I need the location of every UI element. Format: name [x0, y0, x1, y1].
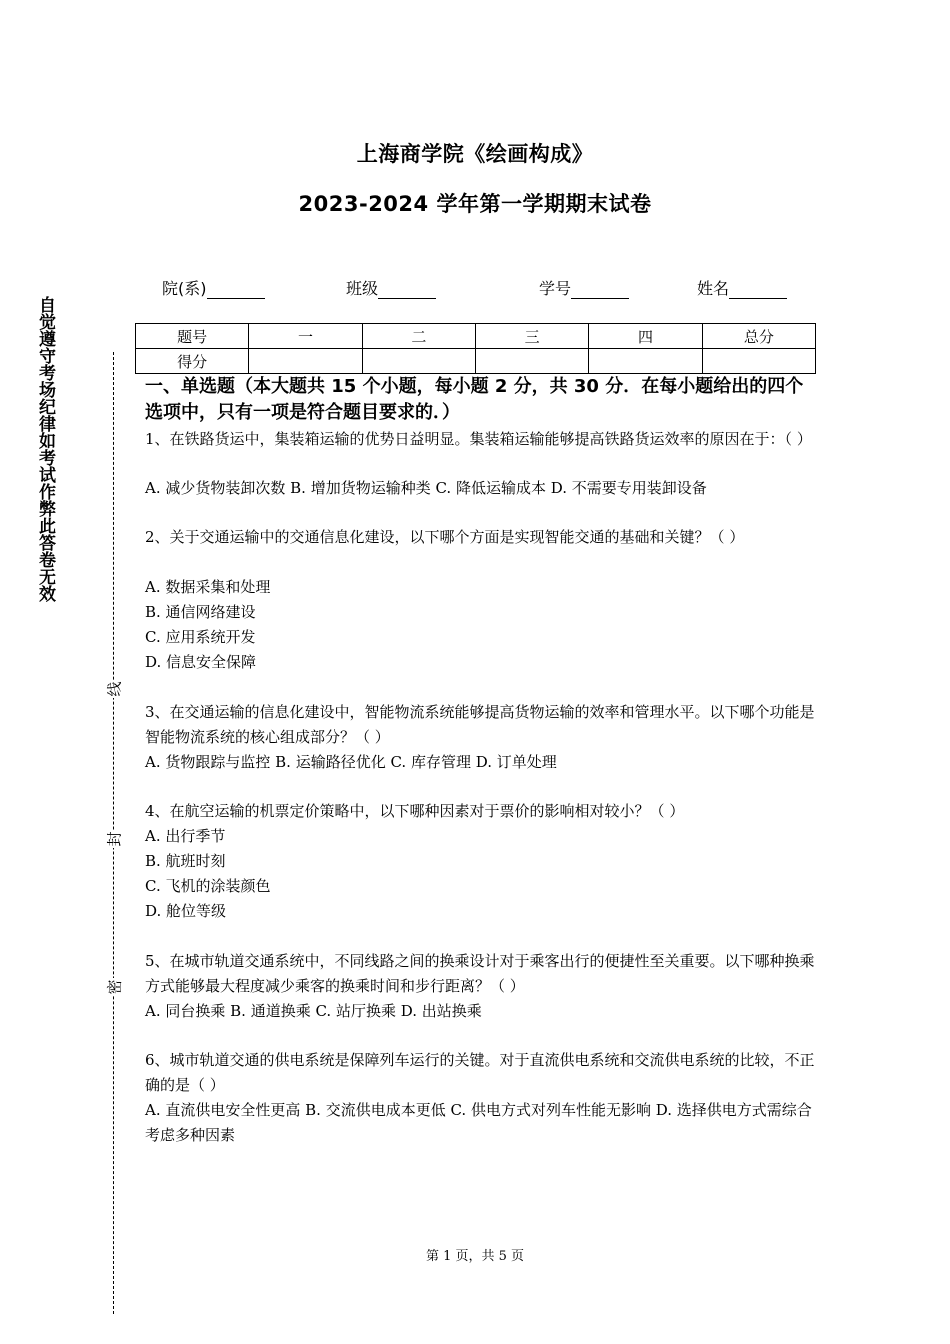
page-footer: 第 1 页，共 5 页	[425, 1249, 525, 1264]
side-mark-seal: 封	[105, 831, 124, 847]
question-3-options: A. 货物跟踪与监控 B. 运输路径优化 C. 库存管理 D. 订单处理	[145, 753, 557, 771]
question-2-option: B. 通信网络建设	[145, 603, 256, 621]
score-cell[interactable]	[362, 349, 475, 374]
question-4-stem: 4、在航空运输的机票定价策略中，以下哪种因素对于票价的影响相对较小？（ ）	[145, 802, 685, 820]
name-blank[interactable]	[729, 281, 787, 299]
question-1-options: A. 减少货物装卸次数 B. 增加货物运输种类 C. 降低运输成本 D. 不需要专用装卸设备	[145, 479, 707, 497]
score-header-cell: 二	[362, 324, 475, 349]
question-2-stem: 2、关于交通运输中的交通信息化建设，以下哪个方面是实现智能交通的基础和关键？（ ）	[145, 528, 745, 546]
score-cell[interactable]	[475, 349, 588, 374]
score-header-cell: 四	[589, 324, 702, 349]
side-mark-close: 密	[105, 979, 124, 995]
department-blank[interactable]	[207, 281, 265, 299]
section-heading: 一、单选题（本大题共 15 个小题，每小题 2 分，共 30 分．在每小题给出的四个选项中，只有一项是符合题目要求的．）	[145, 376, 804, 423]
question-4-option: B. 航班时刻	[145, 852, 226, 870]
score-header-cell: 一	[249, 324, 362, 349]
question-6-stem: 6、城市轨道交通的供电系统是保障列车运行的关键。对于直流供电系统和交流供电系统的比较，不正确的是（ ）	[145, 1051, 815, 1094]
class-label: 班级	[346, 279, 379, 298]
score-table-score-row	[136, 349, 816, 374]
student-id-field[interactable]	[539, 276, 629, 299]
score-header-cell: 总分	[702, 324, 815, 349]
side-mark-line: 线	[105, 681, 124, 697]
score-table	[135, 323, 816, 374]
score-cell[interactable]	[589, 349, 702, 374]
side-notice: 自觉遵守考场纪律如考试作弊此答卷无效	[35, 296, 55, 602]
score-header-cell: 题号	[136, 324, 249, 349]
question-4-option: A. 出行季节	[145, 827, 226, 845]
question-3-stem: 3、在交通运输的信息化建设中，智能物流系统能够提高货物运输的效率和管理水平。以下哪个功能是智能物流系统的核心组成部分？（ ）	[145, 703, 815, 746]
question-4-option: D. 舱位等级	[145, 902, 227, 920]
score-cell[interactable]	[249, 349, 362, 374]
student-info-row	[0, 276, 950, 298]
score-table-header-row	[136, 324, 816, 349]
question-4-option: C. 飞机的涂装颜色	[145, 877, 271, 895]
exam-subtitle: 2023-2024 学年第一学期期末试卷	[298, 192, 652, 216]
student-id-blank[interactable]	[571, 281, 629, 299]
question-5-stem: 5、在城市轨道交通系统中，不同线路之间的换乘设计对于乘客出行的便捷性至关重要。以下哪种换乘方式能够最大程度减少乘客的换乘时间和步行距离？（ ）	[145, 952, 815, 995]
score-cell[interactable]	[702, 349, 815, 374]
question-1-stem: 1、在铁路货运中，集装箱运输的优势日益明显。集装箱运输能够提高铁路货运效率的原因在于：（ ）	[145, 430, 812, 448]
question-2-option: C. 应用系统开发	[145, 628, 256, 646]
class-blank[interactable]	[378, 281, 436, 299]
question-2-option: A. 数据采集和处理	[145, 578, 271, 596]
question-5-options: A. 同台换乘 B. 通道换乘 C. 站厅换乘 D. 出站换乘	[145, 1002, 482, 1020]
question-6-options: A. 直流供电安全性更高 B. 交流供电成本更低 C. 供电方式对列车性能无影响 D. 选择供电方式需综合考虑多种因素	[145, 1101, 812, 1144]
exam-title: 上海商学院《绘画构成》	[356, 142, 594, 166]
question-2-option: D. 信息安全保障	[145, 653, 257, 671]
student-id-label: 学号	[539, 279, 572, 298]
class-field[interactable]	[346, 276, 436, 299]
department-field[interactable]	[162, 276, 265, 299]
score-row-label: 得分	[136, 349, 249, 374]
name-field[interactable]	[697, 276, 787, 299]
name-label: 姓名	[697, 279, 730, 298]
department-label: 院(系)	[162, 279, 207, 298]
score-header-cell: 三	[475, 324, 588, 349]
